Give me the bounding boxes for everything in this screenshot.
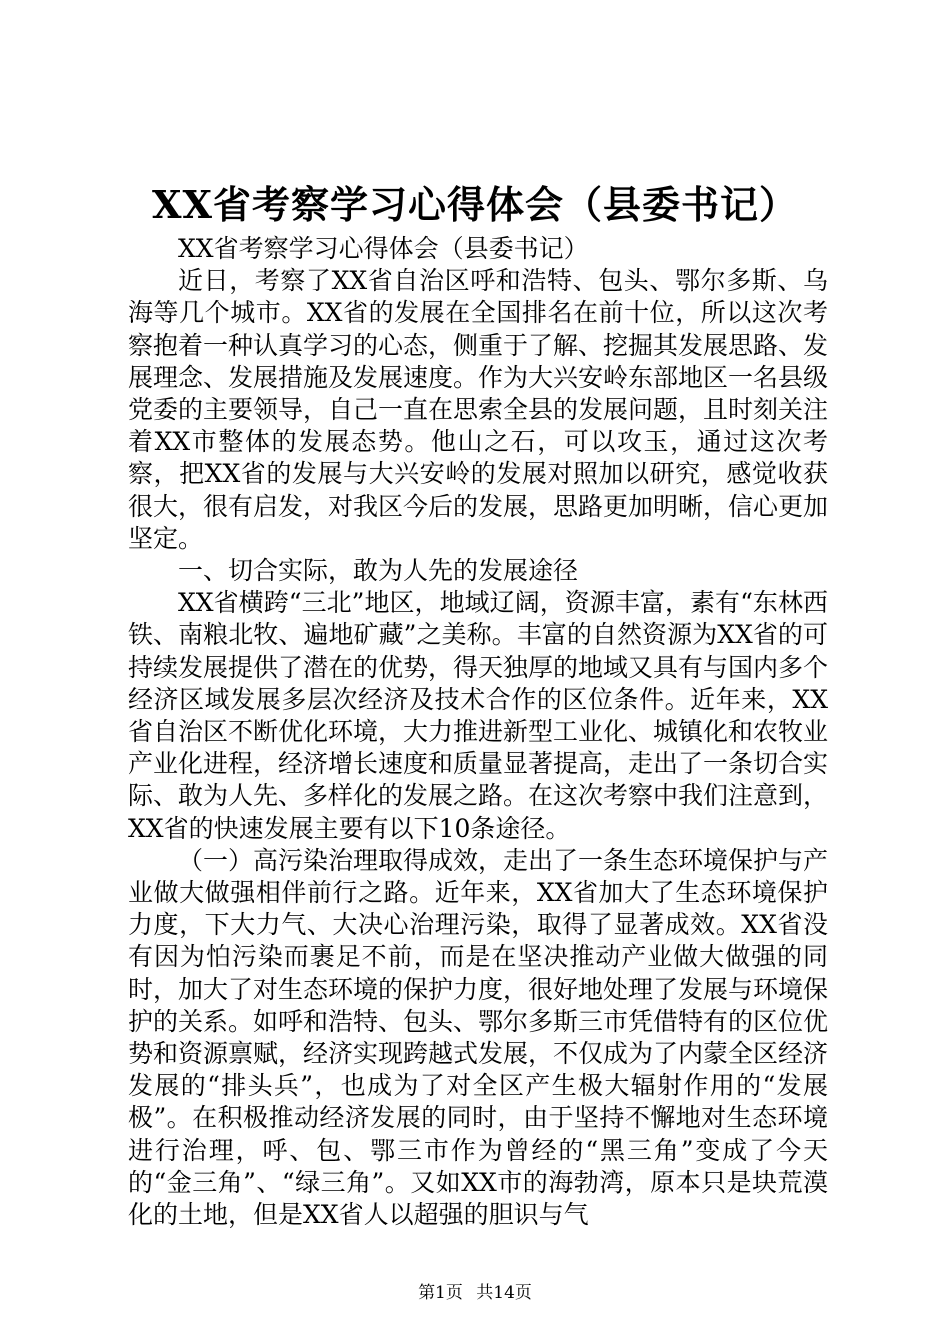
subtitle-paragraph: XX省考察学习心得体会（县委书记）	[178, 234, 589, 263]
intro-paragraph: 近日，考察了XX省自治区呼和浩特、包头、鄂尔多斯、乌海等几个城市。XX省的发展在全国排名在前十位，所以这次考察抱着一种认真学习的心态，侧重于了解、挖掘其发展思路、发展理念、发展措施及发展速度。作为大兴安岭东部地区一名县级党委的主要领导，自己一直在思索全县的发展问题，且时刻关注着XX市整体的发展态势。他山之石，可以攻玉，通过这次考察，把XX省的发展与大兴安岭的发展对照加以研究，感觉收获很大，很有启发，对我区今后的发展，思路更加明晰，信心更加坚定。	[128, 266, 829, 553]
body-paragraph: XX省横跨“三北”地区，地域辽阔，资源丰富，素有“东林西铁、南粮北牧、遍地矿藏”之美称。丰富的自然资源为XX省的可持续发展提供了潜在的优势，得天独厚的地域又具有与国内多个经济区域发展多层次经济及技术合作的区位条件。近年来，XX省自治区不断优化环境，大力推进新型工业化、城镇化和农牧业产业化进程，经济增长速度和质量显著提高，走出了一条切合实际、敢为人先、多样化的发展之路。在这次考察中我们注意到，XX省的快速发展主要有以下10条途径。	[128, 588, 829, 843]
document-title: XX省考察学习心得体会（县委书记）	[152, 182, 798, 227]
body-paragraph: （一）高污染治理取得成效，走出了一条生态环境保护与产业做大做强相伴前行之路。近年来，XX省加大了生态环境保护力度，下大力气、大决心治理污染，取得了显著成效。XX省没有因为怕污染而裹足不前，而是在坚决推动产业做大做强的同时，加大了对生态环境的保护力度，很好地处理了发展与环境保护的关系。如呼和浩特、包头、鄂尔多斯三市凭借特有的区位优势和资源禀赋，经济实现跨越式发展，不仅成为了内蒙全区经济发展的“排头兵”，也成为了对全区产生极大辐射作用的“发展极”。在积极推动经济发展的同时，由于坚持不懈地对生态环境进行治理，呼、包、鄂三市作为曾经的“黑三角”变成了今天的“金三角”、“绿三角”。又如XX市的海勃湾，原本只是块荒漠化的土地，但是XX省人以超强的胆识与气	[128, 845, 829, 1230]
page-footer	[0, 1282, 950, 1304]
document-body	[128, 233, 828, 1231]
section-heading: 一、切合实际，敢为人先的发展途径	[178, 556, 579, 586]
page-number: 第1页	[418, 1283, 463, 1303]
page-total: 共14页	[476, 1283, 532, 1303]
